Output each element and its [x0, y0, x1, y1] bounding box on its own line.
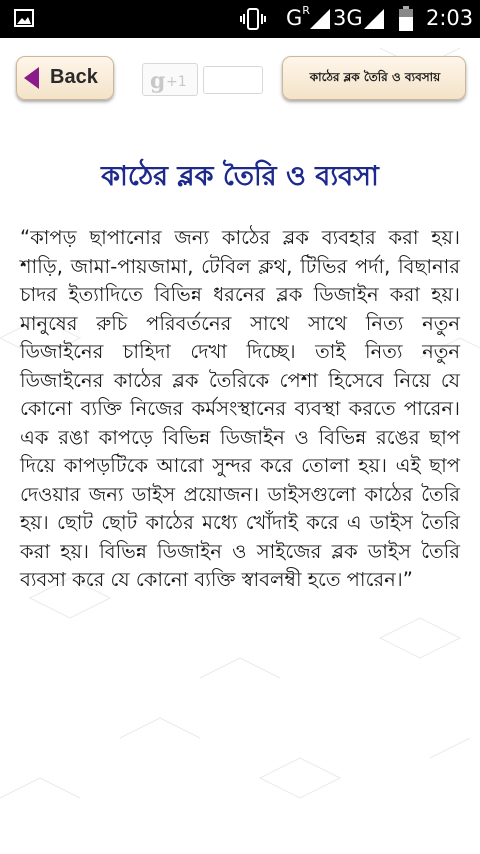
- clock-time: 2:03: [426, 6, 474, 30]
- status-bar: [0, 0, 480, 38]
- signal-icon: [364, 9, 384, 29]
- svg-text:+1: +1: [166, 74, 187, 90]
- battery-icon: [399, 6, 413, 31]
- gallery-icon: [14, 9, 34, 27]
- svg-text:g: g: [150, 68, 166, 93]
- back-button-label: Back: [50, 66, 98, 88]
- topic-title-button-label: কাঠের ব্লক তৈরি ও ব্যবসায়: [309, 70, 441, 84]
- google-plus-count: [203, 66, 263, 94]
- back-arrow-icon: [24, 67, 40, 89]
- page-title: কাঠের ব্লক তৈরি ও ব্যবসা: [101, 161, 379, 192]
- network-type-label: $G^R$: [286, 4, 310, 30]
- signal-icon: [310, 9, 330, 29]
- network-3g-label: 3G: [333, 6, 363, 30]
- vibrate-icon: [240, 8, 266, 30]
- article-body: “কাপড় ছাপানোর জন্য কাঠের ব্লক ব্যবহার করা হয়। শাড়ি, জামা-পায়জামা, টেবিল ক্লথ, টিভির পর্দা, বিছানার চাদর ইত্যাদিতে বিভিন্ন ধরনের ব্লক ডিজাইন করা হয়। মানুষের রুচি পরিবর্তনের সাথে সাথে নিত্য নতুন ডিজাইনের চাহিদা দেখা দিচ্ছে। তাই নিত্য নতুন ডিজাইনের কাঠের ব্লক তৈরিকে পেশা হিসেবে নিয়ে যে কোনো ব্যক্তি নিজের কর্মসংস্থানের ব্যবস্থা করতে পারেন। এক রঙা কাপড়ে বিভিন্ন ডিজাইন ও বিভিন্ন রঙের ছাপ দিয়ে কাপড়টিকে আরো সুন্দর করে তোলা হয়। এই ছাপ দেওয়ার জন্য ডাইস প্রয়োজন। ডাইসগুলো কাঠের তৈরি হয়। ছোট ছোট কাঠের মধ্যে খোঁদাই করে এ ডাইস তৈরি করা হয়। বিভিন্ন ডিজাইন ও সাইজের ব্লক ডাইস তৈরি ব্যবসা করে যে কোনো ব্যক্তি স্বাবলম্বী হতে পারেন।”: [20, 226, 460, 591]
- back-button[interactable]: [16, 56, 114, 100]
- google-plus-icon: [148, 67, 194, 93]
- topic-title-button[interactable]: [282, 56, 466, 100]
- google-plus-one-button[interactable]: [142, 63, 198, 96]
